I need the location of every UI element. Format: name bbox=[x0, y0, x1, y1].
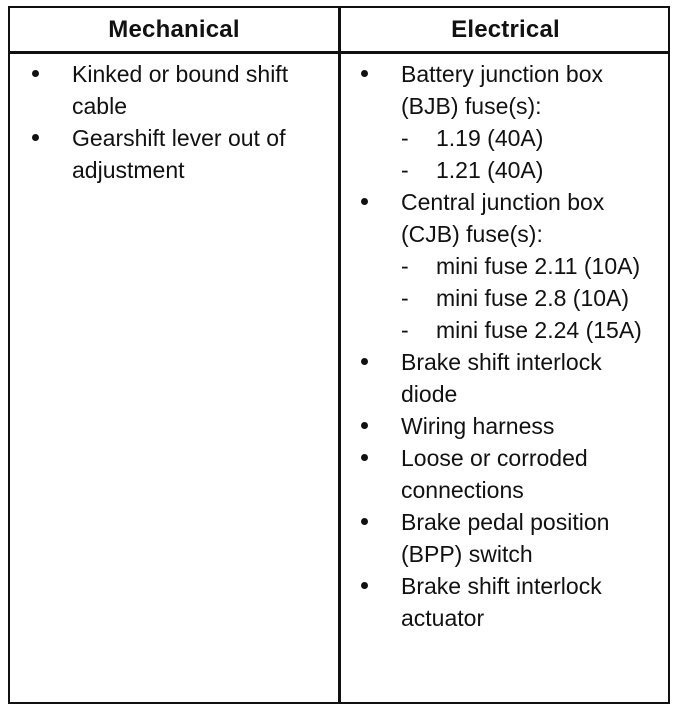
item-text: Gearshift lever out of adjustment bbox=[72, 125, 286, 183]
list-item bbox=[341, 506, 670, 570]
bullet-icon bbox=[361, 422, 368, 429]
bullet-icon bbox=[361, 518, 368, 525]
sub-item-text: mini fuse 2.8 (10A) bbox=[436, 285, 630, 311]
list-item bbox=[341, 410, 670, 442]
list-item bbox=[341, 58, 670, 186]
header-electrical: Electrical bbox=[451, 15, 560, 43]
sub-item bbox=[401, 154, 664, 186]
item-text: Brake shift interlock actuator bbox=[401, 573, 602, 631]
symptom-table bbox=[8, 6, 670, 704]
bullet-icon bbox=[361, 70, 368, 77]
bullet-icon bbox=[361, 358, 368, 365]
header-mechanical: Mechanical bbox=[108, 15, 240, 43]
item-text: Brake pedal position (BPP) switch bbox=[401, 509, 610, 567]
sub-item bbox=[401, 314, 664, 346]
item-text: Wiring harness bbox=[401, 413, 555, 439]
dash-icon: - bbox=[401, 285, 409, 311]
list-item bbox=[341, 570, 670, 634]
dash-icon: - bbox=[401, 253, 409, 279]
bullet-icon bbox=[32, 134, 39, 141]
item-text: Brake shift interlock diode bbox=[401, 349, 602, 407]
sub-item bbox=[401, 282, 664, 314]
bullet-icon bbox=[32, 70, 39, 77]
bullet-icon bbox=[361, 582, 368, 589]
list-item bbox=[341, 186, 670, 346]
dash-icon: - bbox=[401, 125, 409, 151]
bullet-icon bbox=[361, 198, 368, 205]
list-item bbox=[341, 346, 670, 410]
sub-item-text: mini fuse 2.24 (15A) bbox=[436, 317, 642, 343]
dash-icon: - bbox=[401, 317, 409, 343]
mechanical-column bbox=[10, 58, 338, 186]
sub-item bbox=[401, 250, 664, 282]
dash-icon: - bbox=[401, 157, 409, 183]
electrical-column bbox=[341, 58, 670, 634]
bullet-icon bbox=[361, 454, 368, 461]
sub-item-text: 1.19 (40A) bbox=[436, 125, 544, 151]
list-item bbox=[10, 122, 338, 186]
item-text: Central junction box (CJB) fuse(s): bbox=[401, 189, 605, 247]
list-item bbox=[341, 442, 670, 506]
item-text: Loose or corroded connections bbox=[401, 445, 588, 503]
sub-item bbox=[401, 122, 664, 154]
sub-item-text: mini fuse 2.11 (10A) bbox=[436, 253, 641, 279]
item-text: Kinked or bound shift cable bbox=[72, 61, 289, 119]
list-item bbox=[10, 58, 338, 122]
sub-item-text: 1.21 (40A) bbox=[436, 157, 544, 183]
item-text: Battery junction box (BJB) fuse(s): bbox=[401, 61, 604, 119]
